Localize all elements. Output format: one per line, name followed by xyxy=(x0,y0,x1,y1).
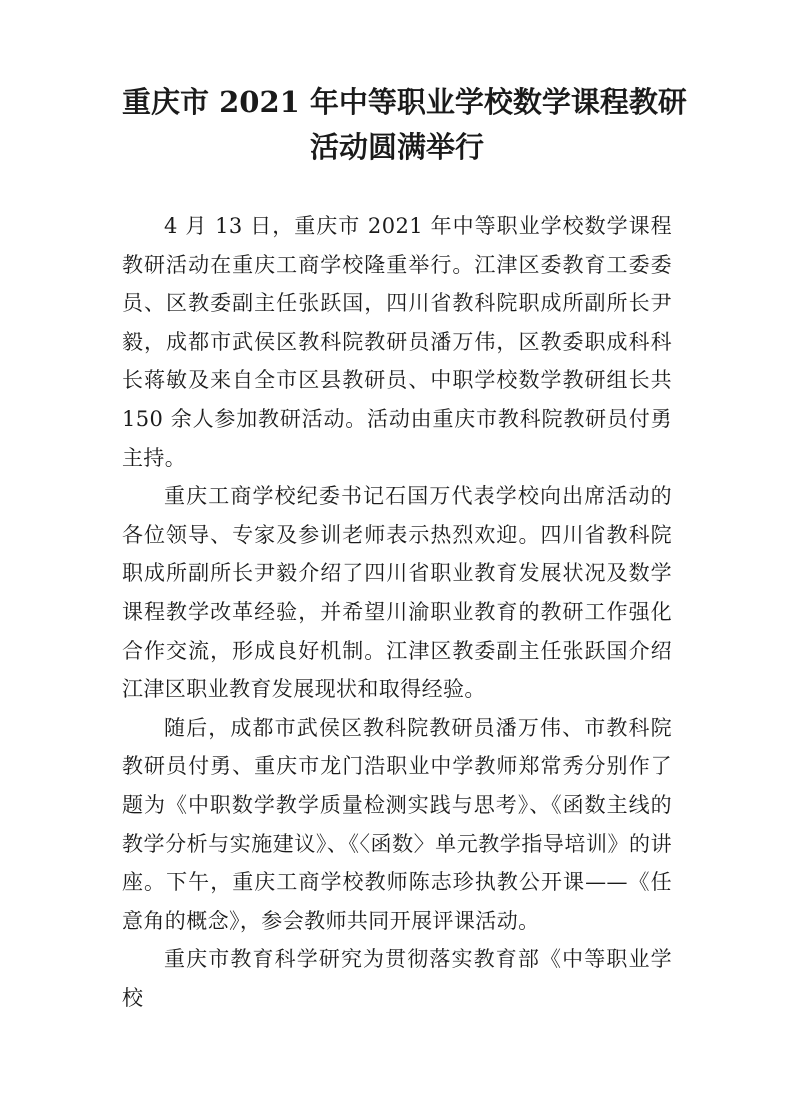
title-line-1: 重庆市 2021 年中等职业学校数学课程教研 xyxy=(122,85,687,119)
paragraph-4: 重庆市教育科学研究为贯彻落实教育部《中等职业学校 xyxy=(122,947,672,1010)
title-line-2: 活动圆满举行 xyxy=(309,130,484,164)
document-title xyxy=(122,80,687,170)
document-body xyxy=(122,207,672,1017)
paragraph-3: 随后，成都市武侯区教科院教研员潘万伟、市教科院教研员付勇、重庆市龙门浩职业中学教师郑常秀分别作了题为《中职数学教学质量检测实践与思考》、《函数主线的教学分析与实施建议》、《〈函数〉单元教学指导培训》的讲座。下午，重庆工商学校教师陈志珍执教公开课——《任意角的概念》，参会教师共同开展评课活动。 xyxy=(122,715,672,933)
paragraph-1: 4 月 13 日，重庆市 2021 年中等职业学校数学课程教研活动在重庆工商学校隆重举行。江津区委教育工委委员、区教委副主任张跃国，四川省教科院职成所副所长尹毅，成都市武侯区教科院教研员潘万伟，区教委职成科科长蒋敏及来自全市区县教研员、中职学校数学教研组长共 150 余人参加教研活动。活动由重庆市教科院教研员付勇主持。 xyxy=(122,214,672,470)
paragraph-2: 重庆工商学校纪委书记石国万代表学校向出席活动的各位领导、专家及参训老师表示热烈欢迎。四川省教科院职成所副所长尹毅介绍了四川省职业教育发展状况及数学课程教学改革经验，并希望川渝职业教育的教研工作强化合作交流，形成良好机制。江津区教委副主任张跃国介绍江津区职业教育发展现状和取得经验。 xyxy=(122,484,672,702)
